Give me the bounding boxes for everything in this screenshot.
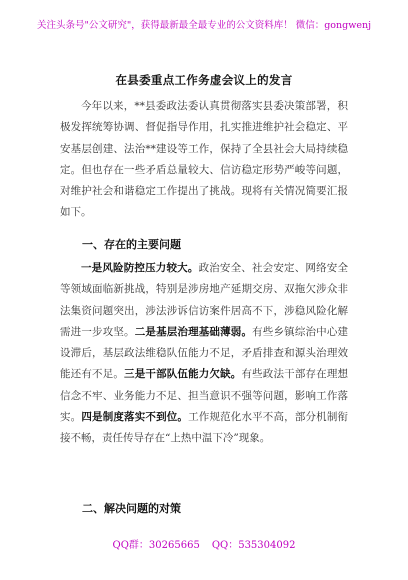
issue-3-lead: 三是干部队伍能力欠缺。: [124, 368, 242, 381]
issue-3-text: 有些政法干部存在理想信念不牢、业务能力不足、担当意识不强等问题，影响工作落实。: [60, 368, 349, 424]
section-heading-problems: 一、存在的主要问题: [82, 238, 181, 251]
issue-2-text: 有些乡镇综治中心建设滞后，基层政法维稳队伍能力不足，矛盾排查和源头治理效能还有不足。: [60, 325, 349, 381]
issue-4-lead: 四是制度落实不到位。: [81, 411, 189, 424]
issues-paragraph: [60, 258, 348, 450]
issue-1-text: 政治安全、社会安定、网络安全等领域面临新挑战，特别是涉房地产延期交房、双拖欠涉众非法集资问题突出，涉法涉诉信访案件居高不下，涉稳风险化解需进一步攻坚。: [60, 262, 348, 338]
issue-1-lead: 一是风险防控压力较大。: [81, 262, 199, 274]
header-banner: 关注头条号"公文研究"，获得最新最全最专业的公文资料库！ 微信：gongwenj: [36, 20, 372, 31]
section-heading-solutions: 二、解决问题的对策: [82, 502, 181, 515]
issue-2-lead: 二是基层治理基础薄弱。: [134, 325, 253, 338]
qq-group-text: QQ群：30265665: [112, 540, 200, 551]
issue-4-text: 工作规范化水平不高，部分机制衔接不畅，责任传导存在“上热中温下冷”现象。: [60, 411, 349, 445]
footer-contact: [0, 536, 408, 551]
intro-paragraph: 今年以来，**县委政法委认真贯彻落实县委决策部署，积极发挥统筹协调、督促指导作用，扎实推进维护社会稳定、平安基层创建、法治**建设等工作，保持了全县社会大局持续稳定。但也存在一些矛盾总量较大、信访稳定形势严峻等问题，对维护社会和谐稳定工作提出了挑战。现将有关情况简要汇报如下。: [60, 100, 348, 219]
qq-number-text: QQ：535304092: [211, 540, 296, 551]
document-title: 在县委重点工作务虚会议上的发言: [115, 73, 293, 87]
